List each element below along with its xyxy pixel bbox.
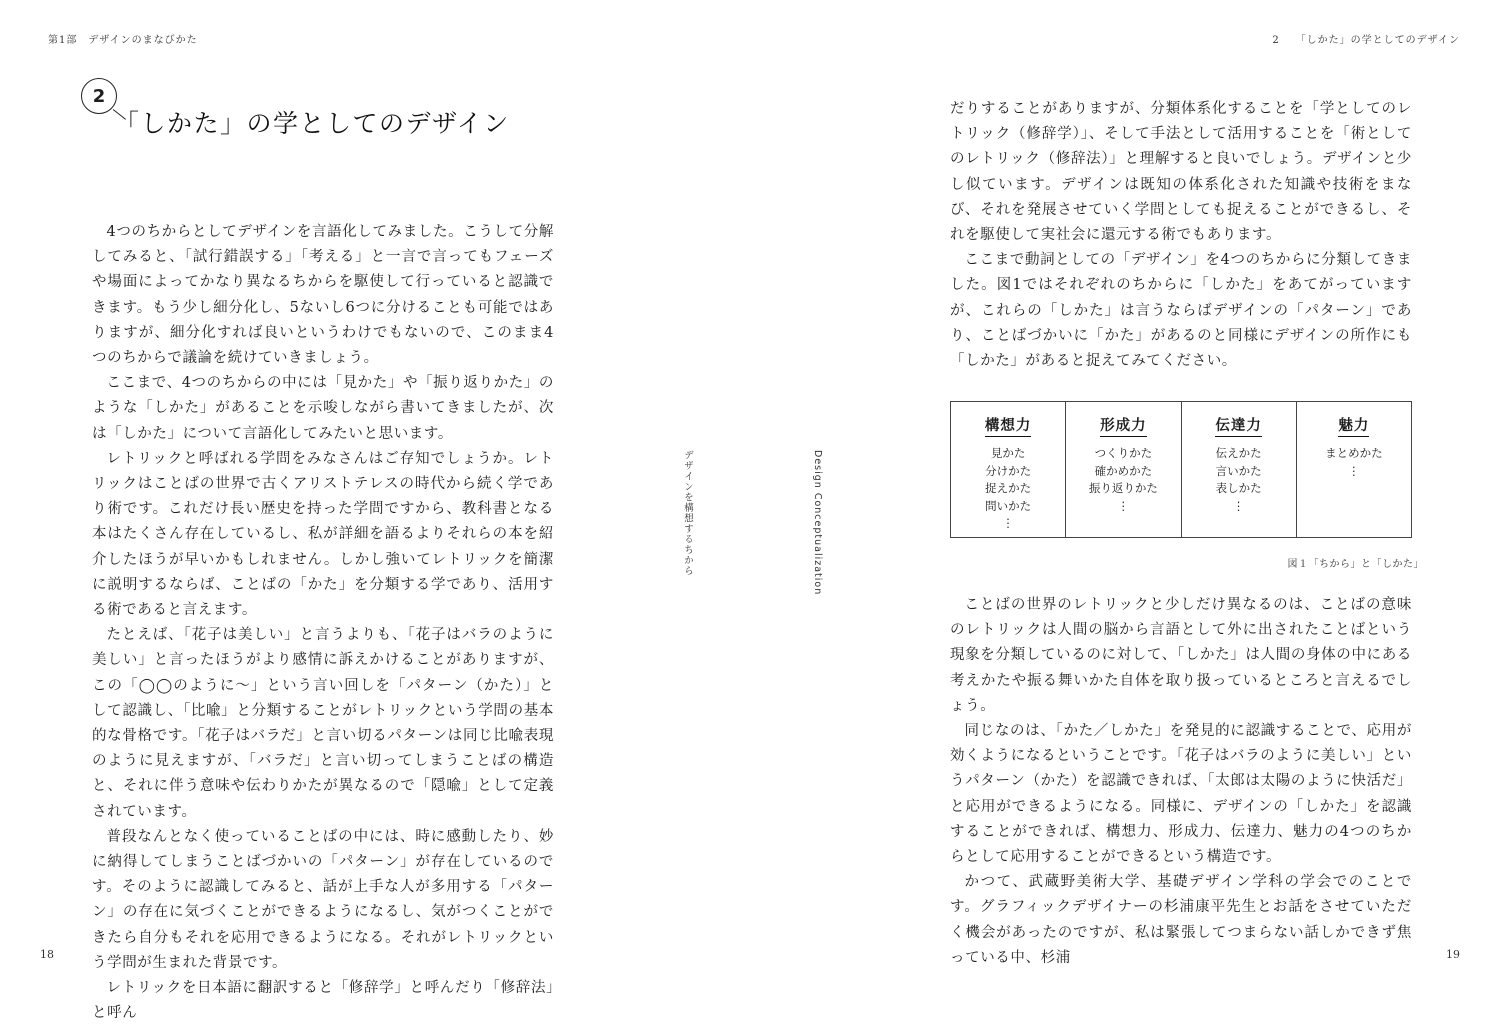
figure-item: まとめかた	[1325, 446, 1383, 460]
paragraph: 4つのちからとしてデザインを言語化してみました。こうして分解してみると、「試行錯誤する」「考える」と一言で言ってもフェーズや場面によってかなり異なるちからを駆使して行っていると認識できます。もう少し細分化し、5ないし6つに分けることも可能ではありますが、細分化すれば良いというわけでもないので、このまま4つのちからで議論を続けていきましょう。	[92, 224, 554, 367]
figure-1-table	[950, 401, 1412, 538]
figure-item: 分けかた	[985, 463, 1032, 478]
figure-column-attraction	[1297, 402, 1411, 537]
figure-item: ⋮	[1348, 463, 1360, 478]
running-head-right	[1272, 31, 1460, 46]
paragraph: たとえば、「花子は美しい」と言うよりも、「花子はバラのように美しい」と言ったほうがより感情に訴えかけることがありますが、この「◯◯のように〜」という言い回しを「パターン（かた）」として認識し、「比喩」と分類することがレトリックという学問の基本的な骨格です。「花子はバラだ」と言い切るパターンは同じ比喩表現のように見えますが、「バラだ」と言い切ってしまうことばの構造と、それに伴う意味や伝わりかたが異なるので「隠喩」として定義されています。	[92, 627, 554, 820]
paragraph: 同じなのは、「かた／しかた」を発見的に認識することで、応用が効くようになるということです。「花子はバラのように美しい」というパターン（かた）を認識できれば、「太郎は太陽のように快活だ」と応用ができるようになる。同様に、デザインの「しかた」を認識することができれば、構想力、形成力、伝達力、魅力の4つのちからとして応用することができるという構造です。	[950, 723, 1412, 866]
figure-item: 見かた	[990, 446, 1026, 460]
paragraph: レトリックを日本語に翻訳すると「修辞学」と呼んだり「修辞法」と呼ん	[92, 980, 554, 1022]
paragraph: ここまで、4つのちからの中には「見かた」や「振り返りかた」のような「しかた」があることを示唆しながら書いてきましたが、次は「しかた」について言語化してみたいと思います。	[92, 375, 554, 442]
figure-item: 捉えかた	[985, 481, 1032, 495]
side-label-japanese: デザインを構想するちから	[682, 450, 693, 576]
running-head-chapter-number: 2	[1272, 35, 1280, 46]
figure-column-communication	[1182, 402, 1297, 537]
paragraph: ここまで動詞としての「デザイン」を4つのちからに分類してきました。図1ではそれぞれのちからに「しかた」をあてがっていますが、これらの「しかた」は言うならばデザインの「パターン」であり、ことばづかいに「かた」があるのと同様にデザインの所作にも「しかた」があると捉えてみてください。	[950, 252, 1412, 370]
left-page-body	[92, 220, 554, 1027]
right-page-body-bottom	[950, 593, 1412, 971]
paragraph: レトリックと呼ばれる学問をみなさんはご存知でしょうか。レトリックはことばの世界で古くアリストテレスの時代から続く学であり術です。これだけ長い歴史を持った学問ですから、教科書となる本はたくさん存在しているし、私が詳細を語るよりそれらの本を紹介したほうが早いかもしれません。しかし強いてレトリックを簡潔に説明するならば、ことばの「かた」を分類する学であり、活用する術であると言えます。	[92, 450, 554, 619]
chapter-title: 「しかた」の学としてのデザイン	[114, 109, 510, 138]
running-head-chapter-title: 「しかた」の学としてのデザイン	[1295, 35, 1460, 46]
paragraph: 普段なんとなく使っていることばの中には、時に感動したり、妙に納得してしまうことばづかいの「パターン」が存在しているのです。そのように認識してみると、話が上手な人が多用する「パターン」の存在に気づくことができるようになるし、気がつくことができたら自分もそれを応用できるようになる。それがレトリックという学問が生まれた背景です。	[92, 828, 554, 971]
page-number-right: 19	[1446, 948, 1460, 961]
figure-item: つくりかた	[1094, 446, 1153, 460]
figure-item: 言いかた	[1215, 463, 1262, 478]
figure-item: ⋮	[1002, 516, 1014, 530]
side-label-english: Design Conceptualization	[812, 450, 823, 596]
figure-column-heading: 魅力	[1338, 414, 1369, 437]
figure-column-conceptualization	[951, 402, 1066, 537]
paragraph: ことばの世界のレトリックと少しだけ異なるのは、ことばの意味のレトリックは人間の脳から言語として外に出されたことばという現象を分類しているのに対して、「しかた」は人間の身体の中にある考えかたや振る舞いかた自体を取り扱っているところと言えるでしょう。	[950, 597, 1412, 714]
right-page-body-top	[950, 97, 1412, 374]
chapter-number-badge: 2	[81, 78, 117, 114]
figure-column-heading: 伝達力	[1215, 414, 1262, 437]
paragraph: かつて、武蔵野美術大学、基礎デザイン学科の学会でのことです。グラフィックデザイナーの杉浦康平先生とお話をさせていただく機会があったのですが、私は緊張してつまらない話しかできず焦っている中、杉浦	[950, 874, 1412, 966]
figure-item: 問いかた	[985, 498, 1032, 513]
figure-item: ⋮	[1117, 498, 1130, 513]
figure-item: 振り返りかた	[1088, 481, 1158, 495]
figure-item: 表しかた	[1215, 481, 1262, 495]
page-number-left: 18	[40, 948, 54, 961]
figure-caption: 図１「ちから」と「しかた」	[1287, 559, 1424, 570]
figure-item: ⋮	[1232, 498, 1245, 513]
figure-column-heading: 形成力	[1100, 414, 1147, 437]
figure-column-heading: 構想力	[985, 414, 1032, 437]
figure-column-formation	[1066, 402, 1181, 537]
paragraph: だりすることがありますが、分類体系化することを「学としてのレトリック（修辞学）」、そして手法として活用することを「術としてのレトリック（修辞法）」と理解すると良いでしょう。デザインと少し似ています。デザインは既知の体系化された知識や技術をまなび、それを発展させていく学問としても捉えることができるし、それを駆使して実社会に還元する術でもあります。	[950, 101, 1412, 244]
running-head-left: 第1部 デザインのまなびかた	[48, 35, 198, 46]
figure-item: 伝えかた	[1215, 446, 1262, 460]
figure-item: 確かめかた	[1094, 463, 1153, 478]
